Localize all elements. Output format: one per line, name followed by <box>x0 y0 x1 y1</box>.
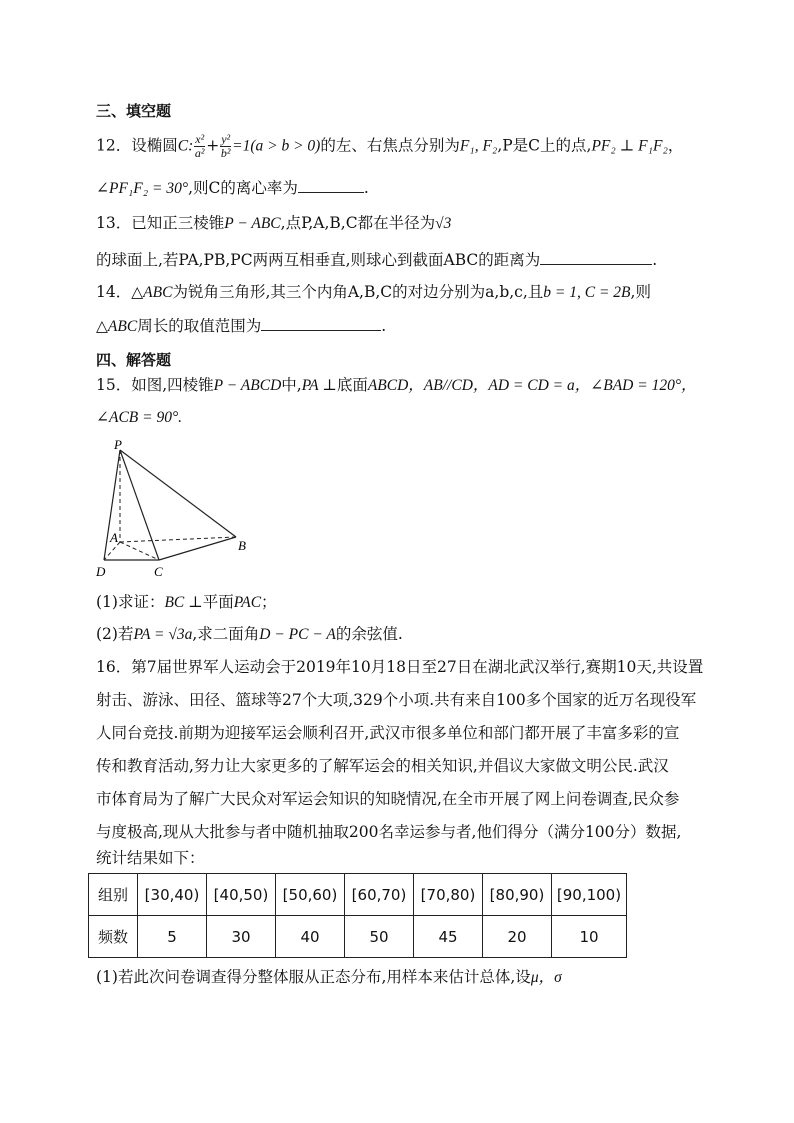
q15-pyramid: P − ABCD <box>213 377 282 394</box>
table-cell-freq: 20 <box>483 916 552 958</box>
edge-pb <box>120 450 236 537</box>
q14-text-mid: 为锐角三角形,其三个内角A,B,C的对边分别为a,b,c,且 <box>172 283 544 301</box>
q12-fraction-x: $\frac{\text{x²}}{\text{a²}}$ <box>194 132 205 160</box>
q12-comma: ， <box>667 136 684 155</box>
table-cell-group: [80,90) <box>483 874 552 916</box>
q12-text-p: ,P是C上的点, <box>497 136 592 155</box>
q14-triangle: △ABC <box>131 284 173 301</box>
label-c: C <box>154 564 163 579</box>
q12-equation-tail: =1(a > b > 0) <box>232 137 321 155</box>
q14-end: . <box>381 317 387 335</box>
table-cell-freq: 30 <box>207 916 276 958</box>
q12-text-pre: 设椭圆 <box>131 136 178 155</box>
section-title-fill-in: 三、填空题 <box>96 102 172 120</box>
table-cell-freq: 40 <box>276 916 345 958</box>
table-cell-group: [50,60) <box>276 874 345 916</box>
q15-pa-perp: PA ⊥ <box>301 377 337 394</box>
q13-line2 <box>96 248 657 271</box>
section-title-solve: 四、解答题 <box>96 351 172 369</box>
table-row-groups <box>89 874 627 916</box>
q14-number: 14． <box>96 283 132 301</box>
q16-line7: 统计结果如下： <box>96 849 205 867</box>
pyramid-figure <box>88 438 263 583</box>
q13-text-pre: 已知正三棱锥 <box>131 214 225 232</box>
q16-part1 <box>96 966 562 989</box>
q15-part2-end: 的余弦值. <box>335 625 403 643</box>
q13-number: 13． <box>96 214 132 232</box>
label-a: A <box>110 530 118 545</box>
q12-number: 12． <box>96 136 132 155</box>
table-cell-group: [70,80) <box>414 874 483 916</box>
q15-part2 <box>96 623 403 646</box>
edge-ab <box>120 537 236 542</box>
q15-line2 <box>96 406 182 429</box>
q15-part1 <box>96 591 277 614</box>
edge-pc <box>120 450 159 560</box>
q15-number: 15． <box>96 376 132 394</box>
q14-condition: b = 1, C = 2B <box>543 284 631 301</box>
q14-answer-blank <box>261 314 381 331</box>
q15-part2-expr: PA = √3a <box>133 626 193 643</box>
q16-number: 16． <box>96 658 132 676</box>
q12-line2 <box>96 176 369 200</box>
q12-fraction-y: $\frac{\text{y²}}{\text{b²}}$ <box>220 132 231 160</box>
frequency-table <box>88 873 627 958</box>
table-cell-group: [40,50) <box>207 874 276 916</box>
q14-text-end: ,则 <box>630 283 651 301</box>
q13-line2-text: 的球面上,若PA,PB,PC两两互相垂直,则球心到截面ABC的距离为 <box>96 251 541 269</box>
q12-line2-text: ,则C的离心率为 <box>188 179 298 197</box>
q15-part1-mid: 平面 <box>202 593 234 611</box>
q13-radius: √3 <box>435 215 452 232</box>
q15-text-mid: 中, <box>281 376 302 394</box>
table-cell-group: [60,70) <box>345 874 414 916</box>
q15-part2-pre: (2)若 <box>96 625 134 643</box>
q15-angle-acb: ∠ACB = 90°. <box>96 409 183 426</box>
q13-text-mid: ,点P,A,B,C都在半径为 <box>280 214 436 232</box>
table-cell-freq: 10 <box>552 916 627 958</box>
q16-line3: 人同台竞技.前期为迎接军运会顺利召开,武汉市很多单位和部门都开展了丰富多彩的宣 <box>96 724 680 742</box>
q15-part1-end: ； <box>261 593 277 611</box>
q15-part1-plane: PAC <box>233 594 262 611</box>
q15-base-text: 底面 <box>336 376 368 394</box>
q15-conditions: ABCD，AB//CD，AD = CD = a，∠BAD = 120°， <box>367 377 697 394</box>
q16-line4: 传和教育活动,努力让大家更多的了解军运会的相关知识,并倡议大家做文明公民.武汉 <box>96 757 669 775</box>
label-d: D <box>96 564 106 579</box>
q15-part2-mid: ,求二面角 <box>192 625 260 643</box>
q13-end: . <box>652 251 658 269</box>
q16-part1-text: (1)若此次问卷调查得分整体服从正态分布,用样本来估计总体,设 <box>96 968 531 986</box>
q12-answer-blank <box>298 176 364 193</box>
label-b: B <box>238 538 246 553</box>
q15-part1-pre: (1)求证： <box>96 593 165 611</box>
q14-line2-text: 周长的取值范围为 <box>137 317 262 335</box>
q16-line5: 市体育局为了解广大民众对军运会知识的知晓情况,在全市开展了网上问卷调查,民众参 <box>96 790 680 808</box>
q12-line1: 12．设椭圆C: $\frac{\text{x²}}{\text{a²}}$ + $\frac{\text{y²}}{\text{b²}}$ =1(a > b > 0)的左、右焦点分别为F₁, F₂,P是C上的点,PF₂ ⊥ F₁F₂， <box>96 132 684 160</box>
q14-triangle-2: △ABC <box>96 318 138 335</box>
q12-angle: ∠PF₁F₂ = 30° <box>96 180 189 197</box>
table-header-freq: 频数 <box>89 916 138 958</box>
q15-text-pre: 如图,四棱锥 <box>131 376 214 394</box>
q12-foci: F₁, F₂ <box>459 137 498 155</box>
table-header-group: 组别 <box>89 874 138 916</box>
table-row-freqs <box>89 916 627 958</box>
q16-part1-symbols: μ，σ <box>530 969 562 986</box>
q15-part2-angle: D − PC − A <box>259 626 336 643</box>
q12-text-mid: 的左、右焦点分别为 <box>320 136 460 155</box>
table-cell-freq: 5 <box>138 916 207 958</box>
table-cell-group: [30,40) <box>138 874 207 916</box>
q13-line1 <box>96 212 451 235</box>
q14-line1 <box>96 281 651 304</box>
label-p: P <box>114 438 122 452</box>
q16-line2: 射击、游泳、田径、篮球等27个大项,329个小项.共有来自100多个国家的近万名现役军 <box>96 691 697 709</box>
q16-text-line: 第7届世界军人运动会于2019年10月18日至27日在湖北武汉举行,赛期10天,共设置 <box>131 658 704 676</box>
q15-part1-expr: BC ⊥ <box>164 594 203 611</box>
table-cell-freq: 50 <box>345 916 414 958</box>
edge-cb <box>159 537 236 560</box>
table-cell-freq: 45 <box>414 916 483 958</box>
q12-ellipse-label: C: <box>177 137 194 155</box>
q16-line1 <box>96 656 703 678</box>
q13-answer-blank <box>540 248 652 265</box>
q13-pyramid: P − ABC <box>224 215 281 232</box>
table-cell-group: [90,100) <box>552 874 627 916</box>
q12-perp: PF₂ ⊥ F₁F₂ <box>591 137 668 155</box>
q16-line6: 与度极高,现从大批参与者中随机抽取200名幸运参与者,他们得分（满分100分）数据, <box>96 823 682 841</box>
q14-line2 <box>96 314 386 338</box>
q12-end: . <box>363 179 369 197</box>
q15-line1 <box>96 374 697 397</box>
